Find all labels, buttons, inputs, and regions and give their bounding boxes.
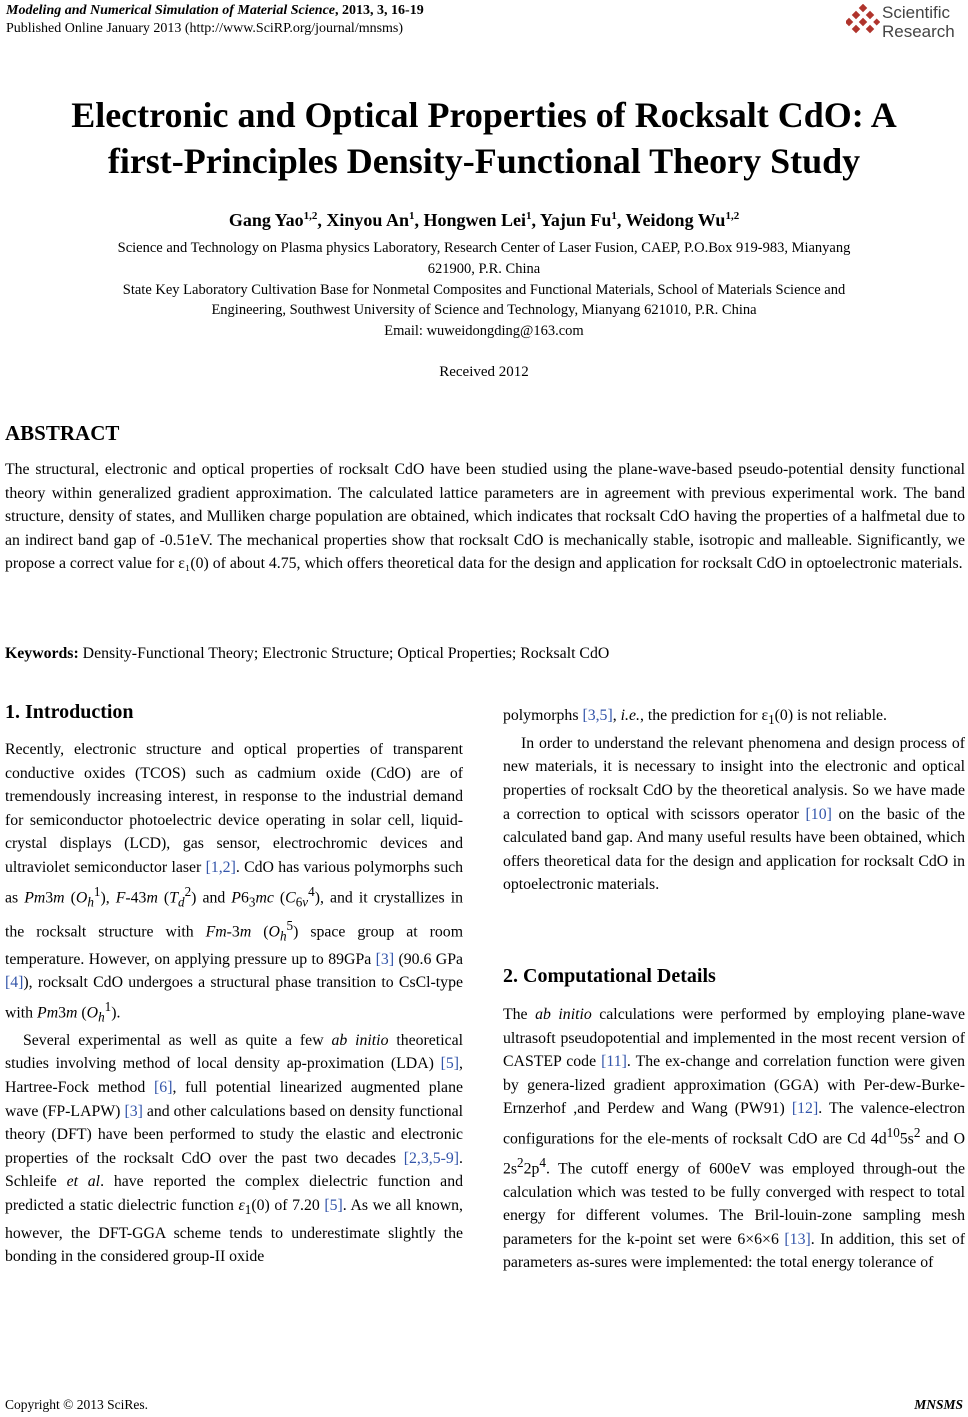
affiliation-line: State Key Laboratory Cultivation Base for Nonmetal Composites and Functional Materials, School of Materials Science and [122,282,846,298]
received-date: Received 2012 [439,364,529,380]
citation-link[interactable]: [5] [324,1196,343,1214]
citation-link[interactable]: [4] [5,974,24,992]
citation-link[interactable]: [3] [124,1102,143,1120]
citation-link[interactable]: [10] [805,805,832,823]
affiliation-line: Science and Technology on Plasma physics Laboratory, Research Center of Laser Fusion, CAEP, P.O.Box 919-983, Mianyang [117,240,851,256]
right-column-text-top: polymorphs [3,5], i.e., the prediction for $\varepsilon_1(0)$ is not reliable. In order to understand the relevant phenomena and design process of new materials, it is necessary to insight into the electronic and optical properties of rocksalt CdO by the theoretical analysis. So we have made a correction to optical with scissors operator [10] on the basic of the calculated band gap. And many useful results have been obtained, which offers theoretical data for the design and application for rocksalt CdO in optoelectronic materials. [503,707,965,894]
email-line: Email: wuweidongding@163.com [384,323,584,339]
journal-title: Modeling and Numerical Simulation of Material Science, 2013, 3, 16-19 [6,3,424,18]
citation-link[interactable]: [5] [440,1055,460,1073]
author-list: Gang Yao$^{1,2}$, Xinyou An$^1$, Hongwen Lei$^1$, Yajun Fu$^1$, Weidong Wu$^{1,2}$ [228,210,740,230]
publisher-logo [846,2,964,42]
left-column-text: Recently, electronic structure and optical properties of transparent conductive oxides (TCOS) such as cadmium oxide (CdO) are of tremendously increasing interest, in response to the industrial demand for semiconductor photoelectric device operating in solar cell, liquid-crystal displays (LCD), gas sensor, electrochromic devices and ultraviolet semiconductor laser [1,2]. CdO has various polymorphs such as Pm3m $(O_h^1)$, F-43m $(T_d^2)$ and $P6_3mc$ $(C_{6v}^4)$, and it crystallizes in the rocksalt structure with Fm-3m $(O_h^5)$ space group at room temperature. However, on applying pressure up to 89GPa [3] (90.6 GPa [4]), rocksalt CdO undergoes a structural phase transition to CsCl-type with Pm3m $(O_h^1)$. Several experimental as well as quite a few ab initio theoretical studies involving method of local density ap-proximation (LDA) [5], Hartree-Fock method [6], full potential linearized augmented plane wave (FP-LAPW) [3] and other calculations based on density functional theory (DFT) have been performed to study the elastic and electronic properties of the rocksalt CdO over the past two decades [2,3,5-9]. Schleife et al. have reported the complex dielectric function and predicted a static dielectric function $\varepsilon_1(0)$ of 7.20 [5]. As we all known, however, the DFT-GGA scheme tends to underestimate slightly the bonding in the considered group-II oxide [5,741,464,1266]
section-heading-introduction: 1. Introduction [5,701,134,723]
affiliation-line: Engineering, Southwest University of Science and Technology, Mianyang 621010, P.R. China [211,302,757,318]
scientific-research-logo-icon [846,4,880,38]
right-column-text-bottom: The ab initio calculations were performed by employing plane-wave ultrasoft pseudopotential and implemented in the most recent version of CASTEP code [11]. The ex-change and correlation function were given by genera-lized gradient approximation (GGA) with Per-dew-Burke-Ernzerhof ,and Perdew and Wang (PW91) [12]. The valence-electron configurations for the ele-ments of rocksalt CdO are Cd $4d^{10}5s^2$ and O $2s^22p^4$. The cutoff energy of 600eV was employed through-out the calculation which was tested to be fully converged with respect to total energy for different volumes. The Bril-louin-zone sampling mesh parameters for the k-point set were 6×6×6 [13]. In addition, this set of parameters as-sures were implemented: the total energy tolerance of [503,1006,966,1272]
keywords: Keywords: Density-Functional Theory; Electronic Structure; Optical Properties; Rocksalt CdO [5,645,610,662]
copyright-footer: Copyright © 2013 SciRes. [5,1397,149,1412]
paper-title: Electronic and Optical Properties of Rocksalt CdO: A first-Principles Density-Functional Theory Study [71,95,897,181]
citation-link[interactable]: [2,3,5-9] [403,1149,460,1167]
journal-abbrev-footer: MNSMS [914,1397,963,1412]
citation-link[interactable]: [1,2] [205,858,236,876]
citation-link[interactable]: [11] [601,1053,627,1071]
logo-text-1: Scientific [882,3,951,22]
logo-text-2: Research [882,22,955,41]
citation-link[interactable]: [6] [154,1078,173,1096]
online-info: Published Online January 2013 (http://www.SciRP.org/journal/mnsms) [6,21,404,36]
abstract-heading: ABSTRACT [5,421,120,445]
affiliation-line: 621900, P.R. China [427,261,541,277]
citation-link[interactable]: [3,5] [582,707,613,724]
citation-link[interactable]: [12] [791,1100,819,1118]
abstract-body: The structural, electronic and optical properties of rocksalt CdO have been studied using the plane-wave-based pseudo-potential density functional theory within generalized gradient approximation. The calculated lattice parameters are in agreement with previous experimental work. The band structure, density of states, and Mulliken charge population are obtained, which indicates that rocksalt CdO having the properties of a halfmetal due to an indirect band gap of -0.51eV. The mechanical properties show that rocksalt CdO is mechanically stable, isotropic and malleable. Significantly, we propose a correct value for ε₁(0) of about 4.75, which offers theoretical data for the design and application for rocksalt CdO in optoelectronic materials. [5,461,965,573]
section-heading-computational: 2. Computational Details [503,965,716,987]
citation-link[interactable]: [3] [375,950,395,968]
citation-link[interactable]: [13] [784,1230,811,1248]
